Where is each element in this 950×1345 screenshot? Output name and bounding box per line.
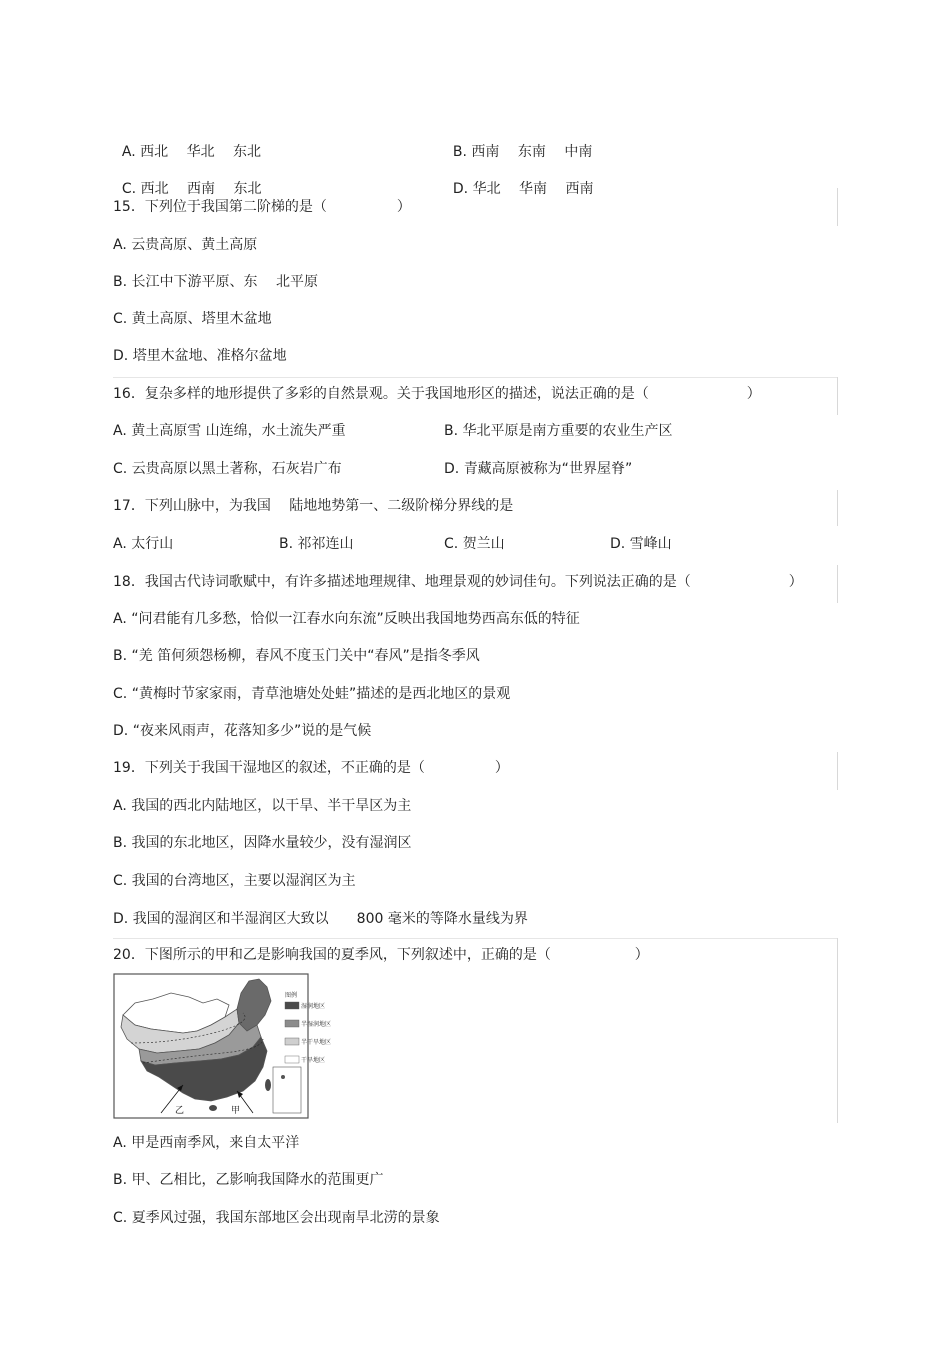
- option-letter: D.: [113, 911, 129, 927]
- divider: [837, 490, 838, 526]
- option-text: 我国的东北地区，因降水量较少，没有湿润区: [131, 835, 412, 851]
- option-text: “羌 笛何须怨杨柳，春风不度玉门关中“春风”是指冬季风: [131, 648, 480, 664]
- climate-map: [113, 973, 332, 1119]
- q17-option-c: [444, 534, 505, 554]
- option-text: 甲是西南季风，来自太平洋: [131, 1135, 300, 1151]
- q19-option-c: [113, 871, 356, 891]
- legend-label: 半湿润地区: [301, 1021, 332, 1028]
- q19-option-b: [113, 833, 412, 853]
- option-letter: D.: [113, 723, 129, 739]
- option-text: 云贵高原以黑土著称，石灰岩广布: [131, 461, 342, 477]
- divider: [113, 938, 838, 939]
- option-letter: B.: [113, 648, 128, 664]
- option-letter: C.: [113, 311, 128, 327]
- option-letter: A.: [113, 423, 127, 439]
- q18-stem: 18．我国古代诗词歌赋中，有许多描述地理规律、地理景观的妙词佳句。下列说法正确的是（ ）: [113, 574, 803, 590]
- option-text: 华北平原是南方重要的农业生产区: [462, 423, 673, 439]
- option-text: 甲、乙相比，乙影响我国降水的范围更广: [131, 1172, 384, 1188]
- legend-swatch-semi-arid: [285, 1038, 299, 1045]
- q18-option-a: [113, 609, 580, 629]
- option-text: 贺兰山: [462, 536, 505, 552]
- option-letter: A.: [113, 611, 127, 627]
- option-text: 夏季风过强，我国东部地区会出现南旱北涝的景象: [131, 1210, 440, 1226]
- option-letter: C.: [113, 461, 128, 477]
- legend-swatch-semi-humid: [285, 1020, 299, 1027]
- option-letter: A.: [113, 798, 127, 814]
- option-text: “问君能有几多愁，恰似一江春水向东流”反映出我国地势西高东低的特征: [131, 611, 580, 627]
- option-letter: A.: [113, 237, 127, 253]
- q20-option-b: [113, 1170, 384, 1190]
- option-letter: B.: [113, 274, 128, 290]
- label-yi: 乙: [175, 1106, 185, 1116]
- divider: [837, 377, 838, 415]
- option-letter: A.: [113, 536, 127, 552]
- option-text: 黄土高原、塔里木盆地: [131, 311, 272, 327]
- q19-stem: 19．下列关于我国干湿地区的叙述，不正确的是（ ）: [113, 760, 509, 776]
- q17-stem: 17．下列山脉中，为我国 陆地地势第一、二级阶梯分界线的是: [113, 498, 514, 514]
- option-letter: B.: [113, 835, 128, 851]
- option-text: 华北 华南 西南: [472, 181, 594, 197]
- divider: [837, 188, 838, 226]
- option-letter: C.: [113, 873, 128, 889]
- q16-option-d: [444, 459, 632, 479]
- legend-swatch-arid: [285, 1056, 299, 1063]
- option-letter: D.: [444, 461, 460, 477]
- q15-stem: 15．下列位于我国第二阶梯的是（ ）: [113, 199, 411, 215]
- q16-option-a: [113, 421, 346, 441]
- option-letter: B.: [444, 423, 459, 439]
- q20-option-a: [113, 1133, 299, 1153]
- q14-option-d: [444, 159, 594, 197]
- q18-option-d: [113, 721, 371, 741]
- option-letter: C.: [113, 686, 128, 702]
- legend-label: 湿润地区: [301, 1003, 326, 1010]
- hainan-island: [209, 1105, 217, 1111]
- option-text: 我国的西北内陆地区，以干旱、半干旱区为主: [131, 798, 412, 814]
- inset-mark: [281, 1075, 285, 1079]
- option-text: 黄土高原雪 山连绵，水土流失严重: [131, 423, 346, 439]
- q14-option-c: [113, 159, 262, 197]
- option-text: 西南 东南 中南: [471, 144, 593, 160]
- option-text: 太行山: [131, 536, 174, 552]
- option-text: 长江中下游平原、东 北平原: [131, 274, 318, 290]
- option-text: 青藏高原被称为“世界屋脊”: [463, 461, 633, 477]
- option-text: 西北 华北 东北: [140, 144, 262, 160]
- q15-option-a: [113, 235, 257, 255]
- divider: [837, 938, 838, 1123]
- option-letter: A.: [121, 144, 136, 160]
- q17-option-d: [610, 534, 672, 554]
- q15-option-b: [113, 272, 318, 292]
- q16-option-b: [444, 421, 673, 441]
- option-text: 塔里木盆地、准格尔盆地: [132, 348, 287, 364]
- q18-option-b: [113, 646, 480, 666]
- legend-label: 半干旱地区: [301, 1039, 332, 1046]
- q19-option-a: [113, 796, 411, 816]
- q15-option-c: [113, 309, 272, 329]
- q16-stem: 16．复杂多样的地形提供了多彩的自然景观。关于我国地形区的描述，说法正确的是（ ）: [113, 386, 761, 402]
- option-letter: C.: [121, 181, 137, 197]
- option-letter: B.: [452, 144, 467, 160]
- option-text: 祁祁连山: [297, 536, 354, 552]
- q17-option-b: [279, 534, 354, 554]
- q20-option-c: [113, 1208, 440, 1228]
- q14-option-a: [113, 122, 262, 160]
- q18-option-c: [113, 684, 510, 704]
- divider: [837, 752, 838, 790]
- q19-option-d: [113, 909, 528, 929]
- divider: [837, 565, 838, 603]
- option-text: 云贵高原、黄土高原: [131, 237, 258, 253]
- q15-option-d: [113, 346, 287, 366]
- option-letter: D.: [610, 536, 626, 552]
- option-text: 雪峰山: [629, 536, 672, 552]
- option-letter: B.: [279, 536, 294, 552]
- option-text: 我国的湿润区和半湿润区大致以 800 毫米的等降水量线为界: [132, 911, 528, 927]
- option-letter: C.: [444, 536, 459, 552]
- q14-option-b: [444, 122, 593, 160]
- legend-label: 干旱地区: [301, 1057, 326, 1064]
- option-letter: D.: [452, 181, 469, 197]
- legend-swatch-humid: [285, 1002, 299, 1009]
- option-letter: D.: [113, 348, 129, 364]
- option-text: 我国的台湾地区，主要以湿润区为主: [131, 873, 356, 889]
- option-letter: A.: [113, 1135, 127, 1151]
- q17-option-a: [113, 534, 173, 554]
- option-text: “黄梅时节家家雨，青草池塘处处蛙”描述的是西北地区的景观: [131, 686, 511, 702]
- option-text: “夜来风雨声，花落知多少”说的是气候: [132, 723, 372, 739]
- divider: [113, 377, 838, 378]
- option-text: 西北 西南 东北: [140, 181, 262, 197]
- q16-option-c: [113, 459, 342, 479]
- south-sea-inset: [273, 1067, 301, 1113]
- legend-title: 图例: [285, 992, 298, 999]
- taiwan-island: [265, 1079, 271, 1091]
- china-dry-wet-map: [113, 973, 332, 1119]
- option-letter: C.: [113, 1210, 128, 1226]
- q20-stem: 20．下图所示的甲和乙是影响我国的夏季风，下列叙述中，正确的是（ ）: [113, 947, 649, 963]
- label-jia: 甲: [231, 1106, 241, 1116]
- option-letter: B.: [113, 1172, 128, 1188]
